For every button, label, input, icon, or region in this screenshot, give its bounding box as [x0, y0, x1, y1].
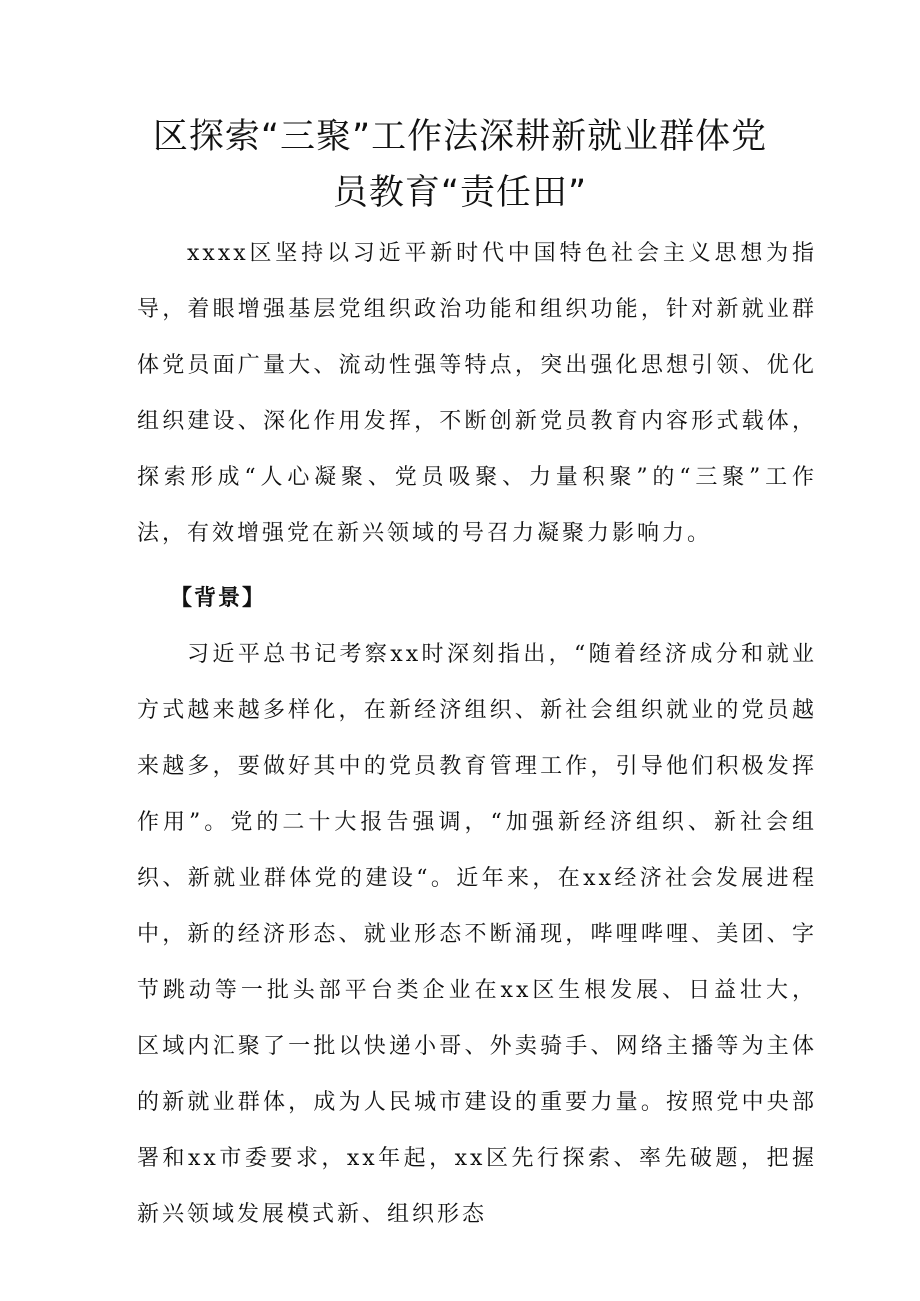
document-title-line-2: 员教育“责任田”	[332, 173, 588, 213]
section-heading-background: 【背景】	[170, 586, 267, 611]
background-paragraph: 习近平总书记考察xx时深刻指出，“随着经济成分和就业方式越来越多样化，在新经济组织、新社会组织就业的党员越来越多，要做好其中的党员教育管理工作，引导他们积极发挥作用”。党的二十大报告强调，“加强新经济组织、新社会组织、新就业群体党的建设“。近年来，在xx经济社会发展进程中，新的经济形态、就业形态不断涌现，哔哩哔哩、美团、字节跳动等一批头部平台类企业在xx区生根发展、日益壮大，区域内汇聚了一批以快递小哥、外卖骑手、网络主播等为主体的新就业群体，成为人民城市建设的重要力量。按照党中央部署和xx市委要求，xx年起，xx区先行探索、率先破题，把握新兴领域发展模式新、组织形态	[137, 642, 817, 1227]
intro-paragraph: xxxx区坚持以习近平新时代中国特色社会主义思想为指导，着眼增强基层党组织政治功能和组织功能，针对新就业群体党员面广量大、流动性强等特点，突出强化思想引领、优化组织建设、深化作用发挥，不断创新党员教育内容形式载体，探索形成“人心凝聚、党员吸聚、力量积聚”的“三聚”工作法，有效增强党在新兴领域的号召力凝聚力影响力。	[137, 241, 817, 546]
document-title-line-1: 区探索“三聚”工作法深耕新就业群体党	[152, 117, 768, 157]
